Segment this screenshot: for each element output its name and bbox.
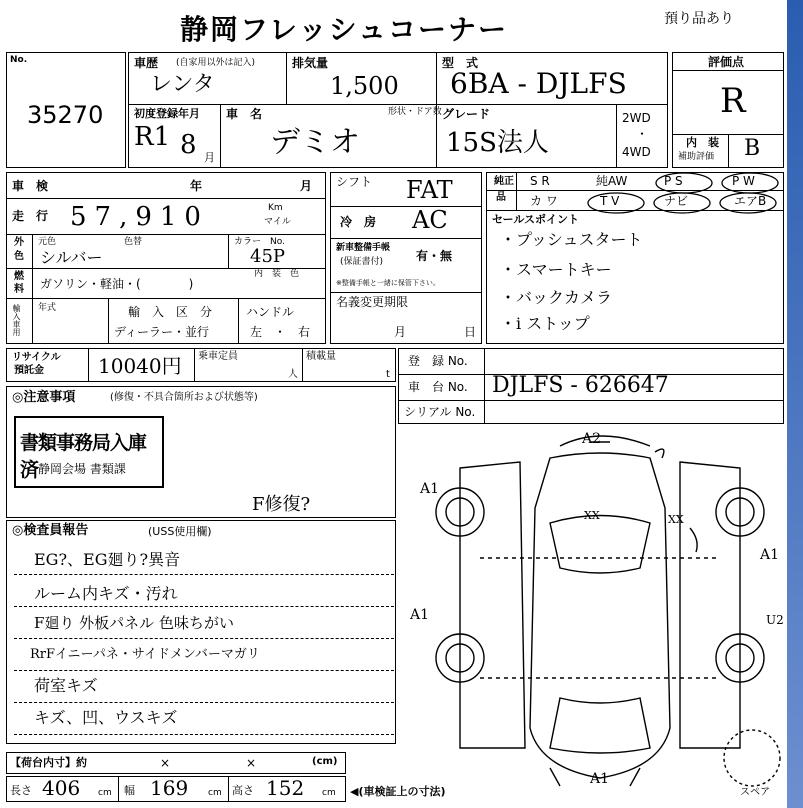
height-value: 152 — [266, 776, 305, 800]
recycle-value: 10040円 — [98, 354, 182, 378]
mileage-label: 走 行 — [12, 209, 49, 223]
no-box: No. 35270 — [6, 52, 126, 168]
width-value: 169 — [150, 776, 189, 800]
displacement-value: 1,500 — [330, 72, 399, 100]
shift-value: FAT — [406, 176, 453, 204]
grade-label: グレード — [442, 107, 491, 121]
car-name-label: 車 名 — [226, 107, 263, 121]
page-title: 静岡フレッシュコーナー — [180, 13, 509, 46]
history-label: 車歴 — [134, 56, 159, 70]
window-edge — [787, 0, 803, 808]
inspection-label: 車 検 — [12, 179, 49, 193]
interior-rating-value: B — [744, 136, 761, 161]
length-value: 406 — [42, 776, 81, 800]
car-diagram — [400, 428, 788, 798]
model-label: 型 式 — [442, 56, 479, 70]
color-no: 45P — [250, 246, 286, 267]
color-value: シルバー — [40, 248, 103, 267]
model-value: 6BA - DJLFS — [450, 67, 627, 100]
grade-value: 15S法人 — [446, 128, 549, 158]
fuel-value: ガソリン・軽油・( ) — [40, 277, 194, 291]
rating-value: R — [720, 81, 746, 121]
car-name-value: デミオ — [270, 125, 360, 160]
history-value: レンタ — [150, 72, 215, 97]
mileage-value: 57,910 — [70, 202, 209, 232]
first-reg-label: 初度登録年月 — [134, 107, 200, 120]
chassis-value: DJLFS - 626647 — [492, 373, 669, 398]
displacement-label: 排気量 — [292, 56, 329, 70]
custody-note: 預り品あり — [664, 11, 734, 27]
notes-handwritten: F修復? — [252, 494, 311, 515]
aircon-value: AC — [412, 206, 448, 234]
equipment-circles — [486, 170, 786, 214]
no-value: 35270 — [27, 101, 104, 129]
selling-points-label: セールスポイント — [492, 213, 580, 226]
stamp: 書類事務局入庫済 静岡会場 書類課 — [14, 416, 164, 488]
